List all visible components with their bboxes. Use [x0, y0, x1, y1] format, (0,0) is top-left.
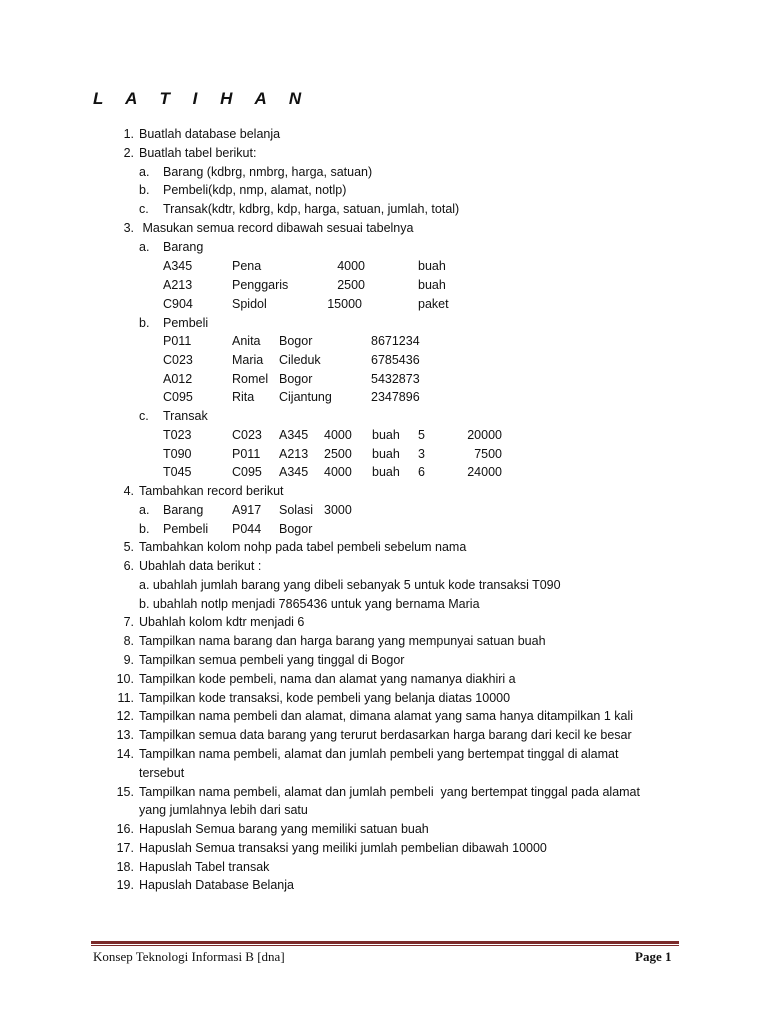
table-cell: 3 — [418, 447, 425, 461]
table-cell: P044 — [232, 522, 262, 536]
item-number: 17. — [116, 841, 134, 855]
table-cell: 2347896 — [371, 390, 420, 404]
table-cell: 2500 — [324, 447, 352, 461]
table-cell: Spidol — [232, 297, 267, 311]
item-number: 14. — [116, 747, 134, 761]
table-cell: P011 — [163, 334, 192, 348]
table-cell: Pena — [232, 259, 262, 273]
item-number: 11. — [117, 691, 134, 705]
footer-divider — [91, 941, 679, 944]
sub-item-text: Pembeli — [163, 316, 209, 330]
sub-item-text: Transak — [163, 409, 208, 423]
item-text: Buatlah database belanja — [139, 127, 281, 141]
table-cell: A345 — [279, 465, 309, 479]
item-text: Tambahkan kolom nohp pada tabel pembeli sebelum nama — [139, 540, 467, 554]
item-text: Tampilkan nama pembeli dan alamat, dimana alamat yang sama hanya ditampilkan 1 kali — [139, 709, 634, 723]
item-text: Hapuslah Semua transaksi yang meiliki jumlah pembelian dibawah 10000 — [139, 841, 547, 855]
table-cell: C095 — [232, 465, 262, 479]
item-number: 3. — [123, 221, 134, 235]
item-number: 16. — [116, 822, 134, 836]
table-cell: 5432873 — [371, 372, 420, 386]
table-cell: buah — [418, 278, 446, 292]
table-cell: paket — [418, 297, 449, 311]
sub-item-letter: b. — [139, 183, 150, 197]
table-cell: Anita — [232, 334, 261, 348]
sub-item-letter: b. — [139, 316, 150, 330]
item-number: 13. — [116, 728, 134, 742]
table-cell: buah — [372, 465, 400, 479]
item-number: 8. — [123, 634, 134, 648]
sub-item-letter: c. — [139, 409, 149, 423]
item-text: Tampilkan nama pembeli, alamat dan jumlah pembeli yang bertempat tinggal di alamat — [139, 747, 619, 761]
sub-item-text: Barang — [163, 240, 204, 254]
page-title: L A T I H A N — [93, 89, 311, 108]
sub-item-letter: a. — [139, 165, 150, 179]
table-cell: 20000 — [467, 428, 502, 442]
table-cell: Cijantung — [279, 390, 332, 404]
table-cell: Bogor — [279, 334, 313, 348]
sub-item-letter: b. — [139, 522, 150, 536]
item-text: Tampilkan kode pembeli, nama dan alamat yang namanya diakhiri a — [139, 672, 516, 686]
item-text: Ubahlah data berikut : — [139, 559, 262, 573]
table-cell: A213 — [163, 278, 193, 292]
sub-item-text: Transak(kdtr, kdbrg, kdp, harga, satuan, jumlah, total) — [163, 202, 460, 216]
table-cell: A345 — [163, 259, 193, 273]
table-cell: 24000 — [467, 465, 502, 479]
item-number: 5. — [123, 540, 134, 554]
item-number: 12. — [116, 709, 134, 723]
table-cell: C095 — [163, 390, 193, 404]
item-text: Buatlah tabel berikut: — [139, 146, 257, 160]
sub-item-letter: a. — [139, 503, 150, 517]
item-text: Ubahlah kolom kdtr menjadi 6 — [139, 615, 305, 629]
table-cell: A917 — [232, 503, 262, 517]
item-text: Tampilkan nama barang dan harga barang yang mempunyai satuan buah — [139, 634, 546, 648]
table-cell: A213 — [279, 447, 309, 461]
item-text: Hapuslah Database Belanja — [139, 878, 294, 892]
sub-item-text: Barang (kdbrg, nmbrg, harga, satuan) — [163, 165, 373, 179]
table-cell: Rita — [232, 390, 255, 404]
item-number: 4. — [123, 484, 134, 498]
table-cell: Cileduk — [279, 353, 321, 367]
item-text: yang jumlahnya lebih dari satu — [139, 803, 308, 817]
item-text: Hapuslah Semua barang yang memiliki satuan buah — [139, 822, 429, 836]
table-cell: Bogor — [279, 522, 313, 536]
item-text: Tampilkan kode transaksi, kode pembeli yang belanja diatas 10000 — [139, 691, 511, 705]
page-number: Page 1 — [635, 949, 672, 964]
item-number: 10. — [116, 672, 134, 686]
table-cell: 3000 — [324, 503, 352, 517]
item-text: tersebut — [139, 766, 185, 780]
table-cell: 4000 — [324, 428, 352, 442]
table-cell: Barang — [163, 503, 204, 517]
sub-item-letter: c. — [139, 202, 149, 216]
item-number: 9. — [123, 653, 134, 667]
table-cell: Penggaris — [232, 278, 289, 292]
sub-item-text: Pembeli(kdp, nmp, alamat, notlp) — [163, 183, 347, 197]
table-cell: 4000 — [324, 465, 352, 479]
item-text: Masukan semua record dibawah sesuai tabelnya — [139, 221, 414, 235]
table-cell: 4000 — [337, 259, 365, 273]
table-cell: C023 — [163, 353, 193, 367]
item-text: Tampilkan semua data barang yang terurut berdasarkan harga barang dari kecil ke besar — [139, 728, 632, 742]
table-cell: 6785436 — [371, 353, 420, 367]
footer-text: Konsep Teknologi Informasi B [dna] — [93, 949, 285, 964]
table-cell: P011 — [232, 447, 261, 461]
table-cell: Pembeli — [163, 522, 209, 536]
item-number: 7. — [123, 615, 134, 629]
table-cell: 7500 — [474, 447, 502, 461]
table-cell: 2500 — [337, 278, 365, 292]
table-cell: Maria — [232, 353, 264, 367]
table-cell: buah — [372, 447, 400, 461]
item-number: 1. — [123, 127, 134, 141]
table-cell: A012 — [163, 372, 193, 386]
sub-item-text: a. ubahlah jumlah barang yang dibeli sebanyak 5 untuk kode transaksi T090 — [139, 578, 561, 592]
item-text: Tampilkan nama pembeli, alamat dan jumlah pembeli yang bertempat tinggal pada alamat — [139, 785, 640, 799]
item-number: 6. — [123, 559, 134, 573]
item-number: 19. — [116, 878, 134, 892]
table-cell: buah — [372, 428, 400, 442]
table-cell: C023 — [232, 428, 262, 442]
table-cell: A345 — [279, 428, 309, 442]
sub-item-text: b. ubahlah notlp menjadi 7865436 untuk yang bernama Maria — [139, 597, 480, 611]
table-cell: Bogor — [279, 372, 313, 386]
item-text: Tampilkan semua pembeli yang tinggal di Bogor — [139, 653, 405, 667]
table-cell: 5 — [418, 428, 425, 442]
table-cell: T023 — [163, 428, 192, 442]
item-text: Tambahkan record berikut — [139, 484, 284, 498]
footer-divider-thin — [91, 945, 679, 946]
table-cell: C904 — [163, 297, 193, 311]
item-text: Hapuslah Tabel transak — [139, 860, 270, 874]
item-number: 2. — [123, 146, 134, 160]
table-cell: T045 — [163, 465, 192, 479]
table-cell: 15000 — [327, 297, 362, 311]
sub-item-letter: a. — [139, 240, 150, 254]
table-cell: Solasi — [279, 503, 314, 517]
table-cell: 8671234 — [371, 334, 420, 348]
table-cell: buah — [418, 259, 446, 273]
table-cell: 6 — [418, 465, 425, 479]
table-cell: T090 — [163, 447, 192, 461]
item-number: 18. — [116, 860, 134, 874]
table-cell: Romel — [232, 372, 269, 386]
item-number: 15. — [116, 785, 134, 799]
